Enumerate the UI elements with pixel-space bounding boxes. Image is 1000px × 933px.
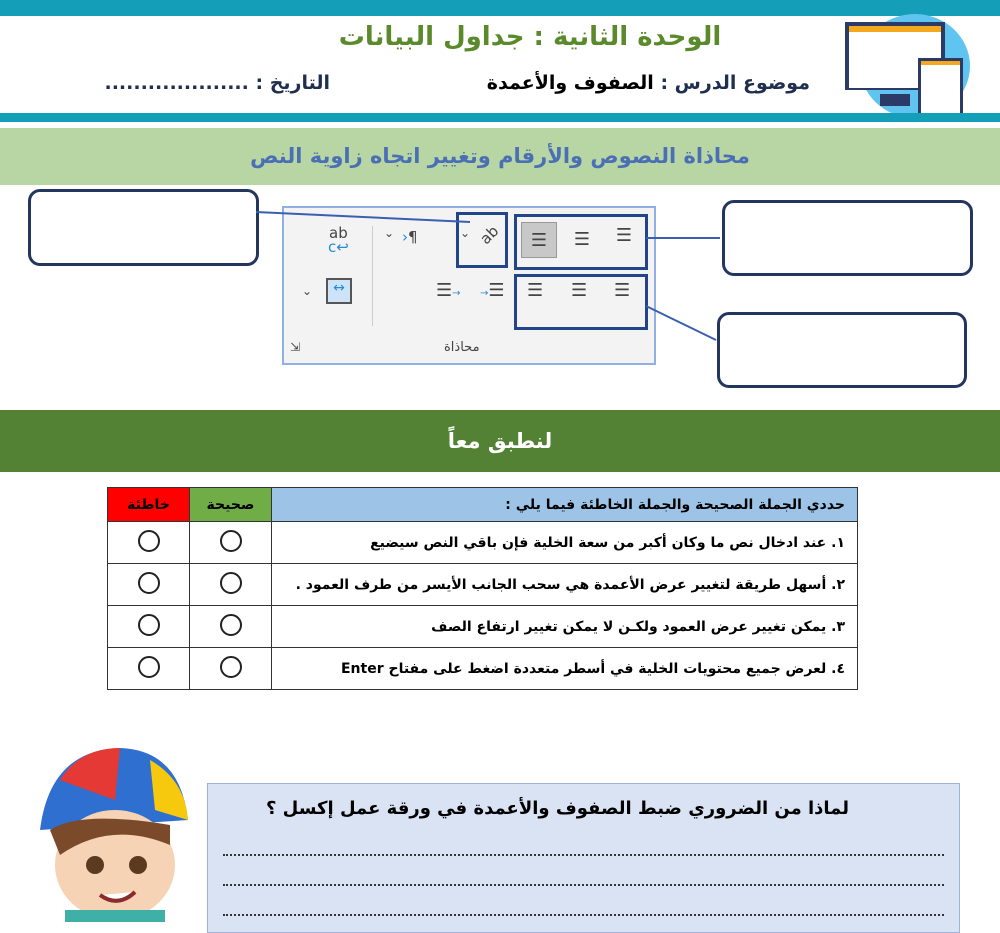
wrap-text-icon[interactable]: ab c↩: [328, 224, 349, 256]
table-row: [108, 648, 858, 690]
false-radio[interactable]: [138, 656, 160, 678]
statement: يمكن تغيير عرض العمود ولكـن لا يمكن تغيير ارتفاع الصف: [431, 618, 827, 635]
lesson-topic: [487, 72, 810, 94]
align-center-icon[interactable]: ☰: [571, 280, 588, 301]
false-header: خاطئة: [108, 488, 190, 522]
row-number: ١.: [831, 534, 845, 551]
false-radio[interactable]: [138, 572, 160, 594]
alignment-ribbon: [282, 206, 656, 365]
row-number: ٢.: [831, 576, 845, 593]
table-header-row: [108, 488, 858, 522]
date-value: ....................: [104, 72, 249, 94]
section-title: محاذاة النصوص والأرقام وتغيير اتجاه زاوية النص: [0, 128, 1000, 185]
table-row: [108, 564, 858, 606]
chevron-down-icon[interactable]: ⌄: [302, 284, 313, 298]
statement: عند ادخال نص ما وكان أكبر من سعة الخلية فإن باقي النص سيضيع: [370, 534, 827, 551]
orientation-highlight: [456, 212, 508, 268]
computer-icon: [840, 14, 970, 118]
true-radio[interactable]: [220, 530, 242, 552]
answer-box-1[interactable]: [28, 189, 259, 266]
horizontal-align-highlight: [514, 274, 648, 330]
true-header: صحيحة: [190, 488, 272, 522]
instruction: حددي الجملة الصحيحة والجملة الخاطئة فيما يلي :: [272, 488, 858, 522]
statement: لعرض جميع محتويات الخلية في أسطر متعددة اضغط على مفتاح Enter: [340, 660, 827, 677]
divider-bar: [0, 113, 1000, 122]
true-radio[interactable]: [220, 614, 242, 636]
unit-title: الوحدة الثانية : جداول البيانات: [338, 22, 722, 52]
date-label: التاريخ :: [255, 72, 330, 94]
answer-line-1[interactable]: [223, 854, 944, 856]
true-false-table: [107, 487, 858, 690]
answer-box-3[interactable]: [717, 312, 967, 388]
question-box: [207, 783, 960, 933]
ribbon-group-label: محاذاة: [444, 340, 480, 355]
chevron-down-icon[interactable]: ⌄: [384, 226, 395, 240]
statement: أسهل طريقة لتغيير عرض الأعمدة هي سحب الجانب الأيسر من طرف العمود .: [295, 576, 827, 593]
arrow-horizontal: [646, 306, 716, 340]
practice-title: لنطبق معاً: [0, 410, 1000, 472]
text-direction-icon[interactable]: ›¶: [402, 228, 418, 246]
answer-box-2[interactable]: [722, 200, 973, 276]
chevron-down-icon[interactable]: ⌄: [460, 226, 471, 240]
align-left-icon[interactable]: ☰: [527, 280, 544, 301]
decrease-indent-icon[interactable]: →☰: [480, 280, 505, 301]
row-number: ٤.: [831, 660, 845, 677]
lesson-value: الصفوف والأعمدة: [486, 72, 654, 94]
lesson-label: موضوع الدرس :: [660, 72, 810, 94]
align-top-icon[interactable]: ☰: [521, 222, 557, 258]
align-right-icon[interactable]: ☰: [614, 280, 631, 301]
answer-line-3[interactable]: [223, 914, 944, 916]
false-radio[interactable]: [138, 614, 160, 636]
separator: [372, 226, 373, 326]
merge-center-icon[interactable]: ↔: [326, 278, 352, 304]
question-text: لماذا من الضروري ضبط الصفوف والأعمدة في ورقة عمل إكسل ؟: [265, 798, 849, 819]
row-number: ٣.: [831, 618, 845, 635]
date-field: [60, 72, 330, 94]
align-bottom-icon[interactable]: ☰: [615, 225, 633, 246]
orientation-icon[interactable]: ab: [476, 222, 503, 248]
true-radio[interactable]: [220, 572, 242, 594]
dialog-launcher-icon[interactable]: ⇲: [290, 340, 301, 354]
increase-indent-icon[interactable]: ☰→: [436, 280, 461, 301]
table-row: [108, 606, 858, 648]
girl-illustration: [20, 740, 195, 922]
answer-line-2[interactable]: [223, 884, 944, 886]
table-row: [108, 522, 858, 564]
true-radio[interactable]: [220, 656, 242, 678]
align-middle-icon[interactable]: ☰: [573, 229, 591, 250]
vertical-align-highlight: [514, 214, 648, 270]
false-radio[interactable]: [138, 530, 160, 552]
